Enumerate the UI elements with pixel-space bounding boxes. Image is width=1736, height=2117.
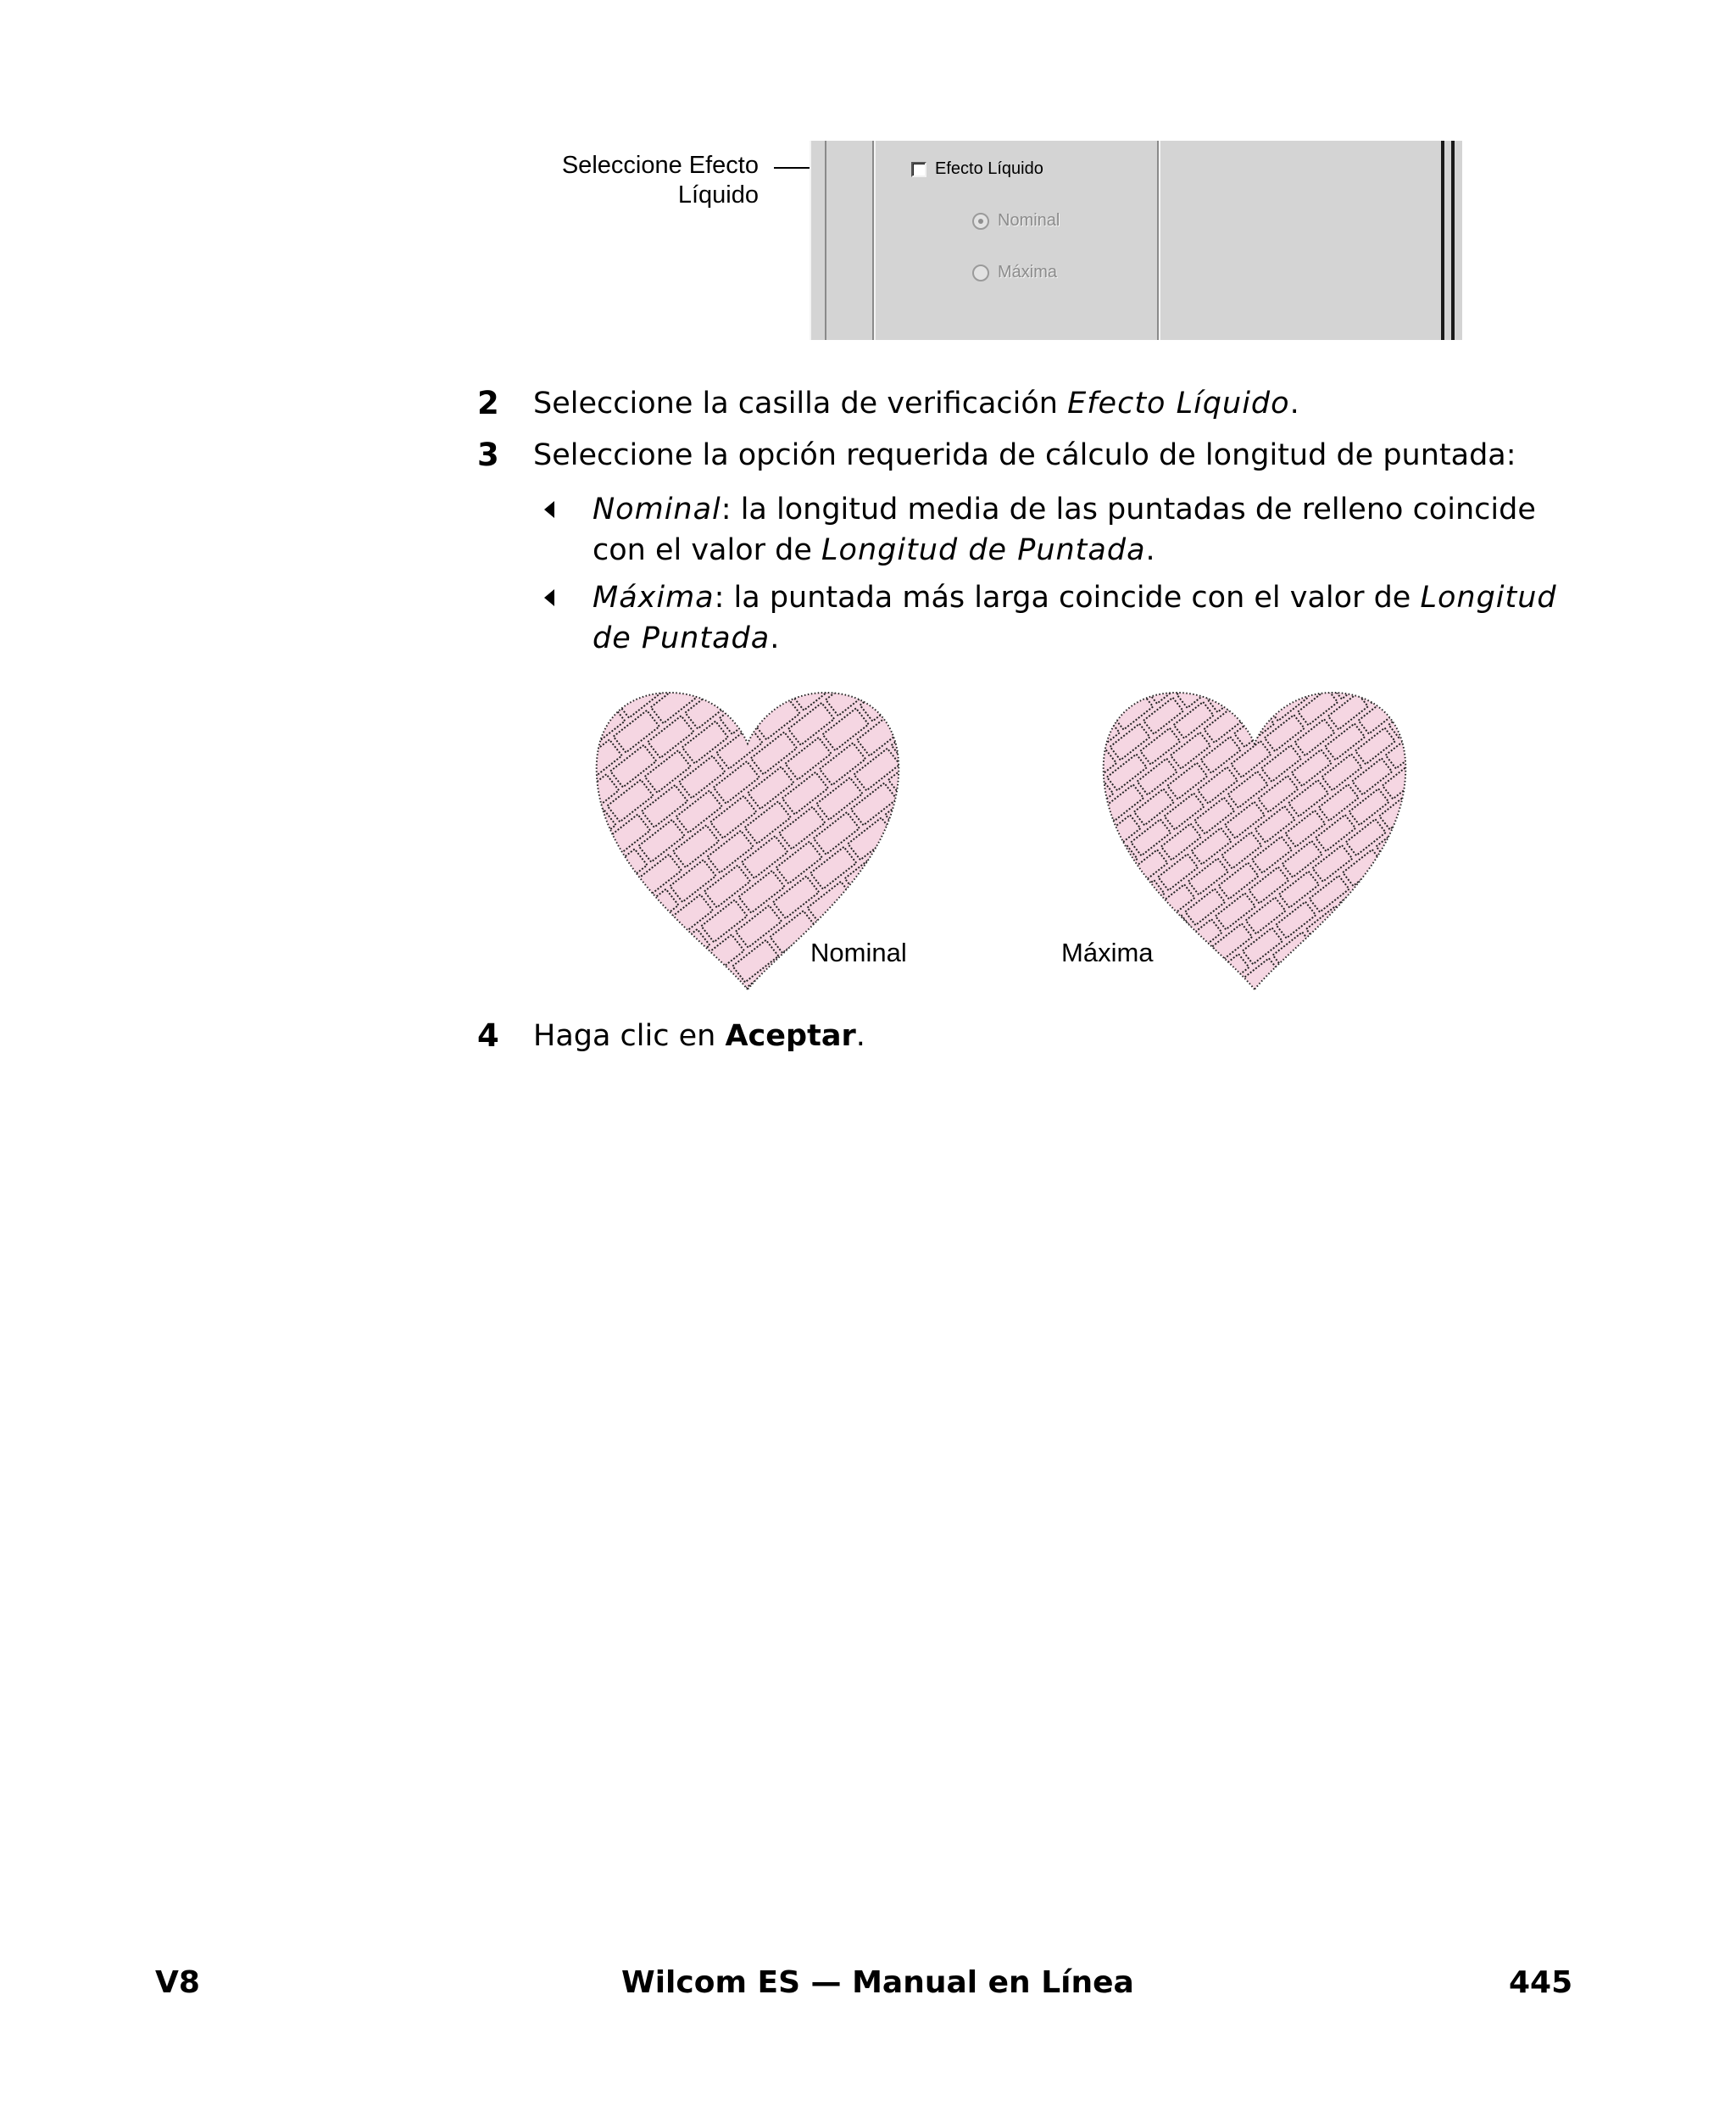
footer-version: V8 bbox=[155, 1965, 200, 2000]
dialog-divider bbox=[825, 141, 826, 340]
radio-maxima-row[interactable] bbox=[972, 263, 1057, 282]
accept-button-ref: Aceptar bbox=[725, 1019, 856, 1053]
liquid-effect-checkbox[interactable] bbox=[911, 162, 926, 177]
liquid-effect-label: Efecto Líquido bbox=[935, 159, 1043, 178]
bullet-nominal: Nominal: la longitud media de las puntadas de relleno coincide con el valor de Longitud de Puntada. bbox=[539, 489, 1590, 571]
bullet-maxima: Máxima: la puntada más larga coincide con el valor de Longitud de Puntada. bbox=[539, 577, 1590, 659]
step-number: 2 bbox=[477, 385, 499, 421]
radio-nominal-row[interactable] bbox=[972, 211, 1060, 231]
radio-nominal-label: Nominal bbox=[998, 211, 1060, 230]
step-2: 2 Seleccione la casilla de verificación Efecto Líquido. bbox=[477, 383, 1299, 424]
radio-nominal[interactable] bbox=[972, 213, 989, 230]
dialog-edge bbox=[810, 141, 811, 340]
dialog-divider bbox=[1441, 141, 1444, 340]
dialog-divider bbox=[1451, 141, 1455, 340]
maxima-caption: Máxima bbox=[1061, 938, 1154, 967]
radio-maxima-label: Máxima bbox=[998, 263, 1058, 281]
dialog-divider bbox=[874, 141, 876, 340]
footer-title: Wilcom ES — Manual en Línea bbox=[621, 1965, 1134, 2000]
dialog-divider bbox=[1159, 141, 1160, 340]
bullet-triangle-icon bbox=[544, 589, 554, 606]
step-number: 4 bbox=[477, 1017, 499, 1054]
liquid-effect-dialog bbox=[810, 141, 1462, 340]
radio-maxima[interactable] bbox=[972, 265, 989, 281]
callout-label: Seleccione Efecto Líquido bbox=[561, 152, 759, 209]
step-3: 3 Seleccione la opción requerida de cálculo de longitud de puntada: bbox=[477, 435, 1516, 476]
step-4: 4 Haga clic en Aceptar. bbox=[477, 1016, 865, 1056]
step-number: 3 bbox=[477, 437, 499, 473]
nominal-caption: Nominal bbox=[810, 938, 907, 967]
footer-page-number: 445 bbox=[1509, 1965, 1573, 2000]
liquid-effect-checkbox-row[interactable] bbox=[911, 159, 1043, 179]
bullet-triangle-icon bbox=[544, 501, 554, 518]
